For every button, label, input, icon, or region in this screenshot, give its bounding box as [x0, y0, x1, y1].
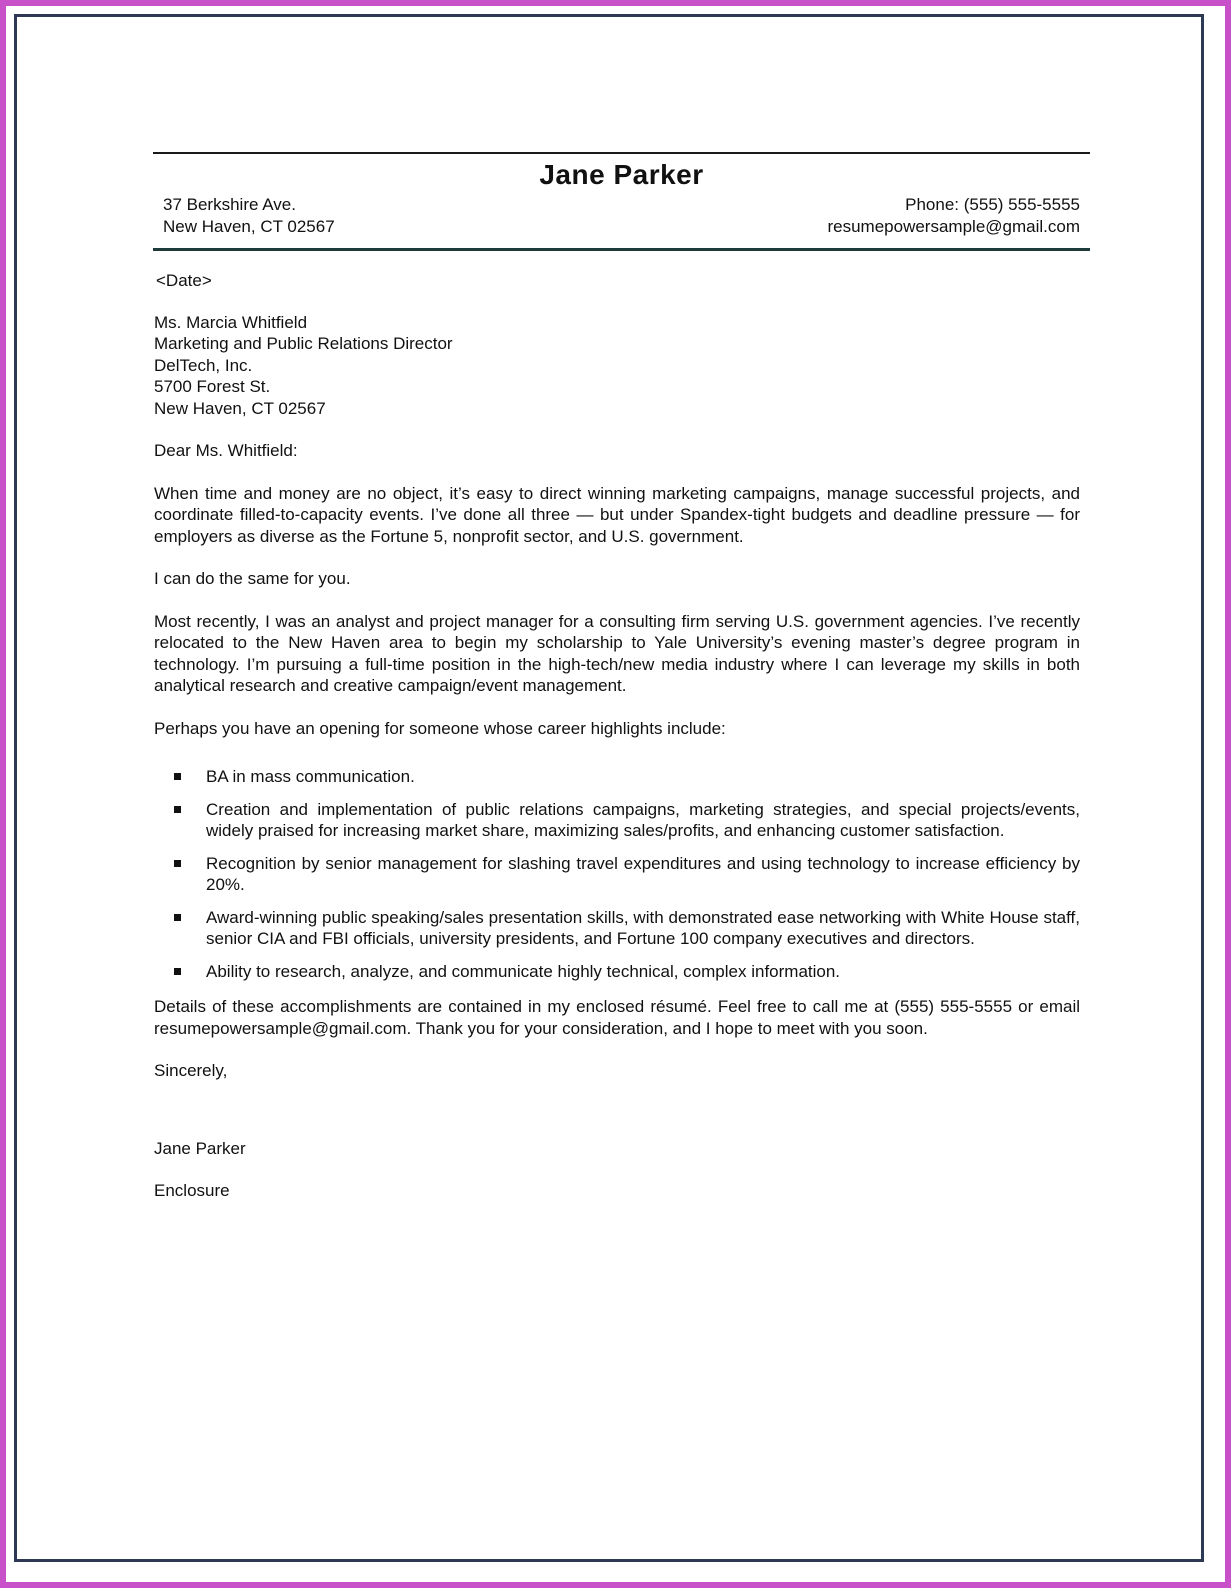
bullet-icon: [174, 773, 181, 780]
header-top-rule: [153, 152, 1090, 154]
list-item-text: Award-winning public speaking/sales presentation skills, with demonstrated ease networking with White House staff, senior CIA and FBI officials, university presidents, and Fortune 100 company executives and directors.: [206, 907, 1080, 948]
date-placeholder: <Date>: [156, 271, 212, 290]
address-line-2: New Haven, CT 02567: [163, 217, 335, 236]
recipient-block: [154, 312, 1080, 420]
list-item-text: Creation and implementation of public relations campaigns, marketing strategies, and special projects/events, widely praised for increasing market share, maximizing sales/profits, and enhancing customer satisfaction.: [206, 799, 1080, 840]
paragraph-intro: When time and money are no object, it’s easy to direct winning marketing campaigns, manage successful projects, and coordinate filled-to-capacity events. I’ve done all three — but under Spandex-tight budgets and deadline pressure — for employers as diverse as the Fortune 5, nonprofit sector, and U.S. government.: [154, 483, 1080, 546]
signature-name: Jane Parker: [154, 1138, 246, 1158]
paragraph-closing: Details of these accomplishments are contained in my enclosed résumé. Feel free to call me at (555) 555-5555 or email resumepowersample@gmail.com. Thank you for your consideration, and I hope to meet with you soon.: [154, 997, 1080, 1038]
bullet-icon: [174, 914, 181, 921]
list-item-text: Ability to research, analyze, and communicate highly technical, complex information.: [206, 961, 841, 981]
highlights-list: [154, 766, 1080, 982]
sender-phone: Phone: (555) 555-5555: [905, 195, 1080, 214]
list-item-text: BA in mass communication.: [206, 767, 415, 786]
sender-contact: [827, 194, 1080, 238]
paragraph-background: Most recently, I was an analyst and project manager for a consulting firm serving U.S. government agencies. I’ve recently relocated to the New Haven area to begin my scholarship to Yale University’s evening master’s degree program in technology. I’m pursuing a full-time position in the high-tech/new media industry where I can leverage my skills in both analytical research and creative campaign/event management.: [154, 611, 1080, 695]
recipient-title: Marketing and Public Relations Director: [154, 334, 453, 353]
enclosure-note: Enclosure: [154, 1181, 230, 1200]
list-item: [154, 961, 1080, 983]
header-bottom-rule: [153, 248, 1090, 251]
paragraph-highlights-intro: Perhaps you have an opening for someone whose career highlights include:: [154, 718, 726, 738]
list-item-text: Recognition by senior management for slashing travel expenditures and using technology to increase efficiency by 20%.: [206, 853, 1080, 894]
recipient-city: New Haven, CT 02567: [154, 398, 326, 418]
bullet-icon: [174, 968, 181, 975]
sender-address: [163, 194, 335, 238]
paragraph-offer: I can do the same for you.: [154, 569, 351, 588]
list-item: [154, 766, 1080, 788]
list-item: [154, 799, 1080, 842]
address-line-1: 37 Berkshire Ave.: [163, 195, 296, 214]
bullet-icon: [174, 806, 181, 813]
closing: Sincerely,: [154, 1061, 228, 1080]
sender-name: Jane Parker: [539, 159, 704, 190]
list-item: [154, 853, 1080, 896]
recipient-street: 5700 Forest St.: [154, 377, 271, 396]
salutation: Dear Ms. Whitfield:: [154, 441, 298, 460]
bullet-icon: [174, 860, 181, 867]
recipient-name: Ms. Marcia Whitfield: [154, 312, 308, 332]
list-item: [154, 907, 1080, 950]
recipient-company: DelTech, Inc.: [154, 355, 253, 375]
sender-email: resumepowersample@gmail.com: [827, 217, 1080, 236]
letter-body: [154, 270, 1080, 1202]
